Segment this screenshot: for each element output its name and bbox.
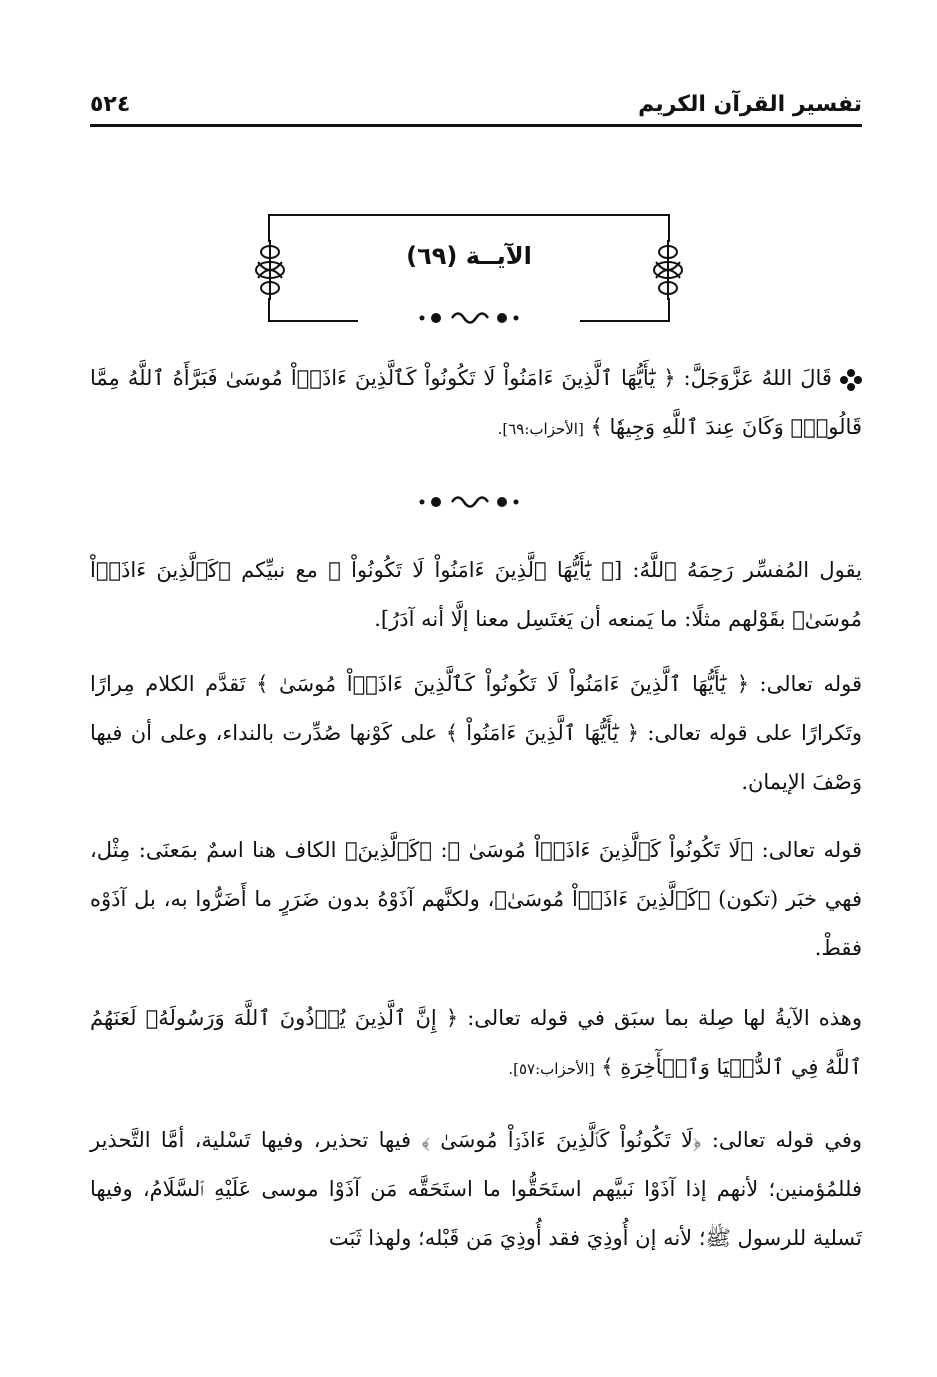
verse-reference: [الأحزاب:٦٩]. [497, 420, 584, 438]
paragraph-5: وفي قوله تعالى: ﴿لَا تَكُونُواْ كَٱلَّذِينَ ءَاذَوۡاْ مُوسَىٰ ﴾ فيها تحذير، وفيها تَسْلية، أمَّا التَّحذير فللمُؤمنين؛ لأنهم إذا آذَوْا نَبيَّهم استَحَقُّوا ما استَحَقَّه مَن آذَوْا موسى عَلَيْهِ ٱلسَّلَامُ، وفيها تَسلية للرسول ﷺ؛ لأنه إن أُوذِيَ فقد أُوذِيَ مَن قَبْله؛ ولهذا ثَبَت [90, 1128, 862, 1250]
paragraph-1: يقول المُفسِّر رَحِمَهُ ٱللَّهُ: [﴿ يَٰٓأَيُّهَا ٱلَّذِينَ ءَامَنُواْ لَا تَكُونُواْ ﴾ مع نبيِّكم ﴿كَٱلَّذِينَ ءَاذَوۡاْ مُوسَىٰ﴾ بقَوْلهم مثلًا: ما يَمنعه أن يَغتَسِل معنا إلَّا أنه آدَرُ]. [90, 558, 862, 631]
header-rule [90, 124, 862, 127]
running-header [90, 92, 862, 122]
verse-line-2: مِمَّا قَالُواْۚ وَكَانَ عِندَ ٱللَّهِ وَجِيهٗا ﴾ [90, 366, 862, 439]
separator-ornament [0, 308, 937, 330]
paragraph-4-text: وهذه الآيةُ لها صِلة بما سبَق في قوله تعالى: ﴿ إِنَّ ٱلَّذِينَ يُؤۡذُونَ ٱللَّهَ وَرَسُولَهُۥ لَعَنَهُمُ ٱللَّهُ فِي ٱلدُّنۡيَا وَٱلۡأٓخِرَةِ ﴾ [90, 1006, 862, 1079]
ayah-heading: الآيــة (٦٩) [406, 242, 532, 270]
dots-ornament-icon [414, 308, 524, 328]
book-title: تفسير القرآن الكريم [638, 92, 862, 117]
paragraph-3: قوله تعالى: ﴿لَا تَكُونُواْ كَٱلَّذِينَ ءَاذَوۡاْ مُوسَىٰ ﴾: ﴿كَٱلَّذِينَ﴾ الكاف هنا اسمٌ بمَعنَى: مِثْل، فهي خبَر (تكون) ﴿كَٱلَّذِينَ ءَاذَوۡاْ مُوسَىٰ﴾، ولكنَّهم آذَوْهُ بدون ضَرَرٍ ما أَضَرُّوا به، بل آذَوْه فقطْ. [90, 838, 862, 960]
flower-ornament-icon [840, 369, 862, 391]
verse-block [90, 354, 862, 454]
paragraph-2: قوله تعالى: ﴿ يَٰٓأَيُّهَا ٱلَّذِينَ ءَامَنُواْ لَا تَكُونُواْ كَٱلَّذِينَ ءَاذَوۡاْ مُوسَىٰ ﴾ تَقدَّم الكلام مِرارًا وتَكرارًا على قوله تعالى: ﴿ يَٰٓأَيُّهَا ٱلَّذِينَ ءَامَنُواْ ﴾ على كَوْنها صُدِّرت بالنداء، وعلى أن فيها وَصْفَ الإيمان. [90, 672, 862, 794]
paragraph-4-reference: [الأحزاب:٥٧]. [508, 1060, 595, 1078]
verse-line-1: قَالَ اللهُ عَزَّوَجَلَّ: ﴿ يَٰٓأَيُّهَا ٱلَّذِينَ ءَامَنُواْ لَا تَكُونُواْ كَٱلَّذِينَ ءَاذَوۡاْ مُوسَىٰ فَبَرَّأَهُ ٱللَّهُ [127, 366, 832, 390]
paragraph-4 [90, 994, 862, 1094]
separator-ornament [0, 492, 937, 514]
page-number: ٥٢٤ [90, 92, 131, 117]
dots-ornament-icon [414, 492, 524, 512]
frame-top-line [268, 214, 670, 216]
